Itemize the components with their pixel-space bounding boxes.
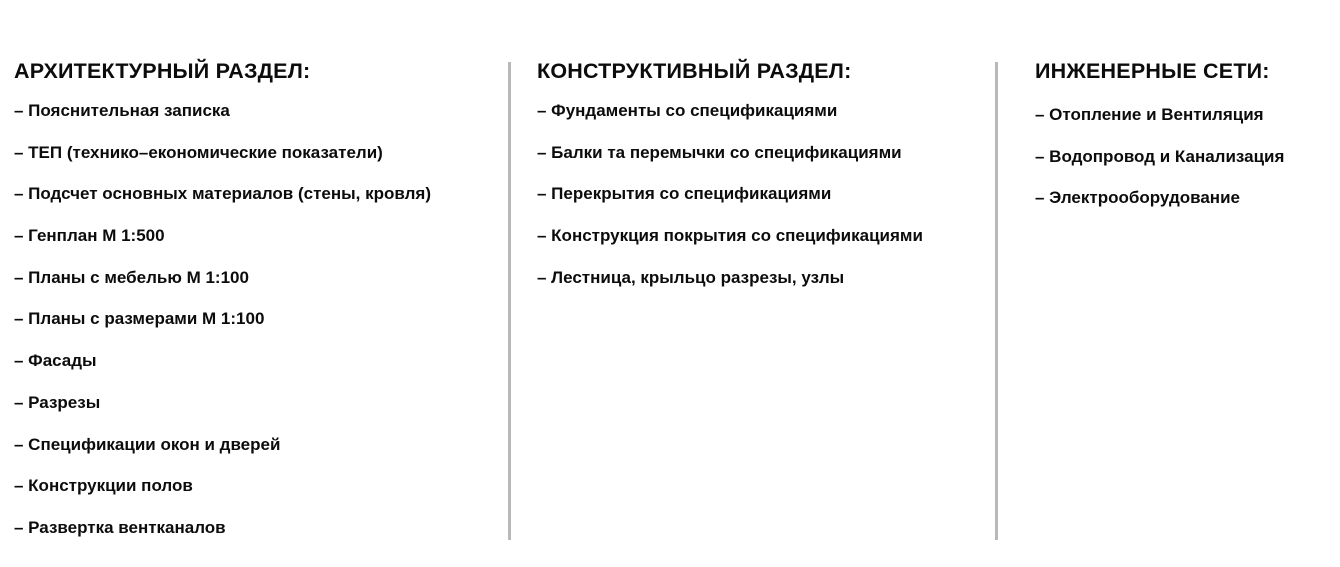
engineering-section [1035,58,1335,230]
list-item: – Планы с мебелью М 1:100 [14,267,249,287]
list-item: – Планы с размерами М 1:100 [14,309,265,329]
section-title: ИНЖЕНЕРНЫЕ СЕТИ: [1035,59,1270,83]
list-item: – Балки та перемычки со спецификациями [537,142,902,162]
column-divider [508,62,511,540]
list-item: – Развертка вентканалов [14,517,226,537]
structural-section [537,58,982,309]
list-item: – ТЕП (технико–економические показатели) [14,142,383,162]
list-item: – Генплан М 1:500 [14,226,165,246]
section-items [1035,105,1335,208]
list-item: – Электрооборудование [1035,188,1240,208]
list-item: – Фасады [14,351,97,371]
list-item: – Водопровод и Канализация [1035,146,1285,166]
list-item: – Спецификации окон и дверей [14,434,281,454]
section-title: АРХИТЕКТУРНЫЙ РАЗДЕЛ: [14,59,311,83]
section-title: КОНСТРУКТИВНЫЙ РАЗДЕЛ: [537,59,852,83]
list-item: – Фундаменты со спецификациями [537,101,838,120]
column-divider [995,62,998,540]
section-items [537,101,982,288]
list-item: – Разрезы [14,392,101,412]
list-item: – Конструкция покрытия со спецификациями [537,226,923,246]
list-item: – Конструкции полов [14,476,193,496]
list-item: – Пояснительная записка [14,101,230,120]
list-item: – Отопление и Вентиляция [1035,105,1264,124]
section-items [14,101,494,538]
list-item: – Перекрытия со спецификациями [537,184,832,204]
architectural-section [14,58,494,560]
list-item: – Лестница, крыльцо разрезы, узлы [537,267,845,287]
list-item: – Подсчет основных материалов (стены, кровля) [14,184,431,204]
